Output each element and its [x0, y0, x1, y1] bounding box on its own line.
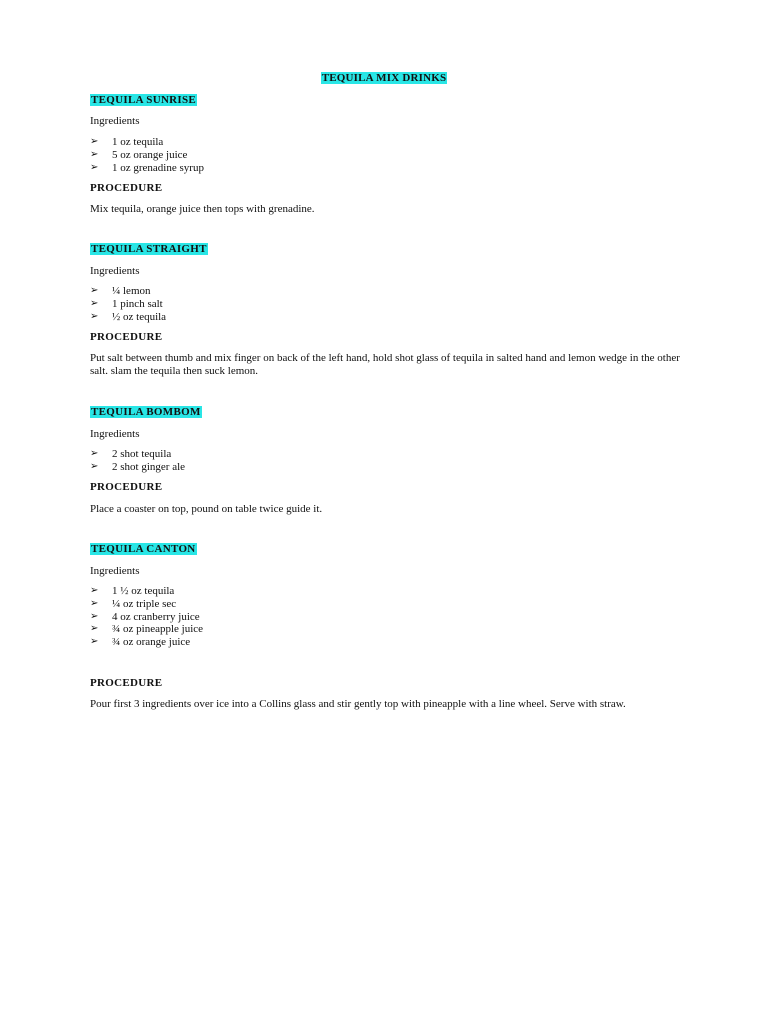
arrowhead-bullet-icon: ➢ — [90, 460, 99, 472]
ingredients-label: Ingredients — [90, 115, 140, 127]
recipe-title-bombom — [90, 406, 202, 419]
ingredient-text: 5 oz orange juice — [112, 148, 188, 161]
list-item — [90, 298, 166, 311]
list-item — [90, 136, 204, 149]
procedure-text: Put salt between thumb and mix finger on back of the left hand, hold shot glass of tequila in salted hand and lemon wedge in the other salt. slam the tequila then suck lemon. — [90, 352, 680, 377]
ingredient-list-straight — [90, 285, 166, 323]
ingredient-text: 2 shot tequila — [112, 448, 172, 460]
procedure-text: Pour first 3 ingredients over ice into a Collins glass and stir gently top with pineapple with a line wheel. Serve with straw. — [90, 698, 626, 710]
ingredient-text: 1 oz tequila — [112, 136, 164, 148]
ingredient-list-canton — [90, 585, 203, 649]
recipe-title-sunrise — [90, 94, 197, 107]
list-item — [90, 611, 203, 624]
arrowhead-bullet-icon: ➢ — [90, 136, 99, 147]
arrowhead-bullet-icon: ➢ — [90, 636, 99, 648]
ingredient-text: 4 oz cranberry juice — [112, 610, 200, 623]
recipe-title-text: TEQUILA BOMBOM — [91, 406, 201, 418]
procedure-heading: PROCEDURE — [90, 331, 163, 343]
arrowhead-bullet-icon: ➢ — [90, 297, 99, 309]
ingredient-text: ¾ oz orange juice — [112, 636, 191, 649]
list-item — [90, 585, 203, 598]
list-item — [90, 149, 204, 162]
ingredients-label: Ingredients — [90, 265, 140, 277]
ingredient-text: 1 pinch salt — [112, 297, 163, 310]
list-item — [90, 461, 185, 474]
list-item — [90, 623, 203, 636]
ingredient-text: ¼ lemon — [112, 285, 151, 297]
recipe-title-canton — [90, 543, 197, 556]
arrowhead-bullet-icon: ➢ — [90, 161, 99, 173]
list-item — [90, 636, 203, 649]
procedure-heading: PROCEDURE — [90, 182, 163, 194]
arrowhead-bullet-icon: ➢ — [90, 623, 99, 635]
ingredient-list-bombom — [90, 448, 185, 474]
ingredient-text: 1 ½ oz tequila — [112, 585, 175, 597]
arrowhead-bullet-icon: ➢ — [90, 310, 99, 322]
list-item — [90, 311, 166, 324]
arrowhead-bullet-icon: ➢ — [90, 448, 99, 459]
arrowhead-bullet-icon: ➢ — [90, 148, 99, 160]
arrowhead-bullet-icon: ➢ — [90, 610, 99, 622]
list-item — [90, 598, 203, 611]
document-title — [0, 72, 768, 85]
document-title-text: TEQUILA MIX DRINKS — [321, 72, 447, 84]
recipe-title-text: TEQUILA CANTON — [91, 543, 196, 555]
recipe-title-text: TEQUILA STRAIGHT — [91, 243, 207, 255]
ingredients-label: Ingredients — [90, 428, 140, 440]
recipe-title-text: TEQUILA SUNRISE — [91, 94, 197, 106]
recipe-title-straight — [90, 243, 208, 256]
list-item — [90, 448, 185, 461]
list-item — [90, 285, 166, 298]
procedure-text: Place a coaster on top, pound on table twice guide it. — [90, 503, 323, 515]
ingredient-text: 2 shot ginger ale — [112, 460, 186, 473]
arrowhead-bullet-icon: ➢ — [90, 285, 99, 296]
ingredients-label: Ingredients — [90, 565, 140, 577]
ingredient-list-sunrise — [90, 136, 204, 174]
arrowhead-bullet-icon: ➢ — [90, 585, 99, 596]
ingredient-text: ½ oz tequila — [112, 310, 167, 323]
ingredient-text: ¼ oz triple sec — [112, 597, 177, 610]
ingredient-text: 1 oz grenadine syrup — [112, 161, 204, 174]
ingredient-text: ¾ oz pineapple juice — [112, 623, 204, 636]
procedure-text: Mix tequila, orange juice then tops with grenadine. — [90, 203, 315, 215]
arrowhead-bullet-icon: ➢ — [90, 597, 99, 609]
procedure-heading: PROCEDURE — [90, 677, 163, 689]
list-item — [90, 162, 204, 175]
procedure-heading: PROCEDURE — [90, 481, 163, 493]
